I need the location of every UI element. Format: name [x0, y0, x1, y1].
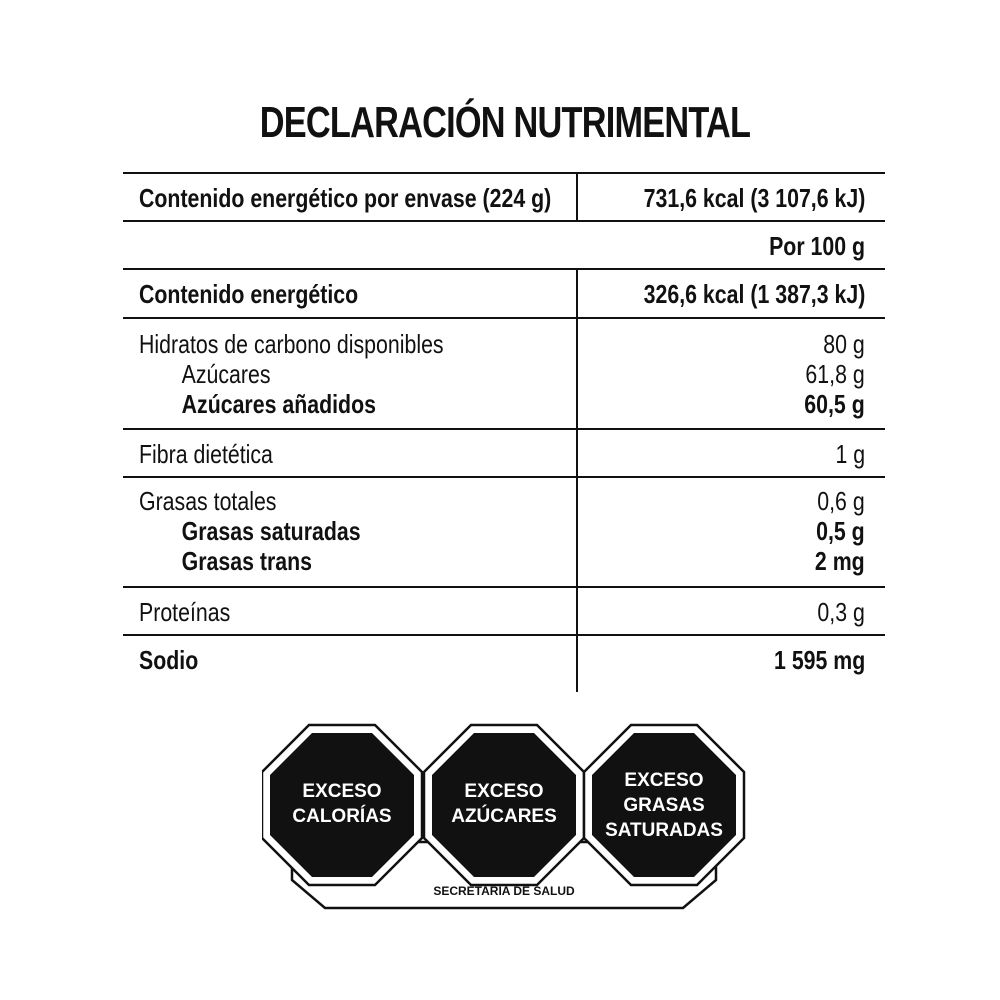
- sodium-label: Sodio: [139, 645, 199, 675]
- column-divider: [576, 270, 578, 317]
- energy-label: Contenido energético: [139, 279, 359, 309]
- total-fat-label: Grasas totales: [139, 486, 277, 516]
- column-divider: [576, 319, 578, 428]
- seal-excess-calories: [272, 779, 412, 829]
- table-row-carbohydrates: [123, 319, 885, 430]
- seal-excess-sugars: [434, 779, 574, 829]
- table-row-fiber: [123, 430, 885, 478]
- saturated-fat-value: 0,5 g: [816, 516, 865, 546]
- seal-line: EXCESO: [464, 781, 544, 802]
- seal-line: SATURADAS: [605, 820, 723, 841]
- total-fat-value: 0,6 g: [817, 486, 865, 516]
- table-row-per-100g: [123, 222, 885, 270]
- per-100g-label: Por 100 g: [769, 231, 865, 261]
- carbs-label: Hidratos de carbono disponibles: [139, 329, 444, 359]
- table-row-sodium: [123, 636, 885, 692]
- seal-authority-label: SECRETARÍA DE SALUD: [433, 884, 575, 898]
- carbs-value: 80 g: [823, 329, 865, 359]
- energy-per-package-value: 731,6 kcal (3 107,6 kJ): [643, 183, 865, 213]
- column-divider: [576, 478, 578, 586]
- seal-line: GRASAS: [623, 795, 705, 816]
- nutrition-table: [123, 172, 885, 692]
- seal-line: EXCESO: [624, 770, 704, 791]
- trans-fat-value: 2 mg: [815, 546, 865, 576]
- protein-label: Proteínas: [139, 597, 231, 627]
- trans-fat-label: Grasas trans: [181, 546, 313, 576]
- energy-per-package-label: Contenido energético por envase (224 g): [139, 183, 552, 213]
- protein-value: 0,3 g: [817, 597, 865, 627]
- added-sugars-label: Azúcares añadidos: [181, 389, 376, 419]
- table-row-fats: [123, 478, 885, 588]
- seal-excess-saturated-fat: [594, 768, 734, 843]
- seal-line: CALORÍAS: [292, 806, 392, 827]
- column-divider: [576, 636, 578, 692]
- seal-line: EXCESO: [302, 781, 382, 802]
- table-row-energy: [123, 270, 885, 319]
- sodium-value: 1 595 mg: [773, 645, 865, 675]
- sugars-label: Azúcares: [181, 359, 271, 389]
- column-divider: [576, 588, 578, 634]
- energy-value: 326,6 kcal (1 387,3 kJ): [643, 279, 865, 309]
- fiber-value: 1 g: [835, 439, 865, 469]
- warning-seals: [262, 722, 746, 912]
- table-row-energy-per-package: [123, 172, 885, 222]
- saturated-fat-label: Grasas saturadas: [181, 516, 361, 546]
- sugars-value: 61,8 g: [805, 359, 865, 389]
- added-sugars-value: 60,5 g: [804, 389, 865, 419]
- column-divider: [576, 430, 578, 476]
- page-title: DECLARACIÓN NUTRIMENTAL: [259, 98, 751, 147]
- table-row-protein: [123, 588, 885, 636]
- fiber-label: Fibra dietética: [139, 439, 273, 469]
- seal-line: AZÚCARES: [451, 806, 557, 827]
